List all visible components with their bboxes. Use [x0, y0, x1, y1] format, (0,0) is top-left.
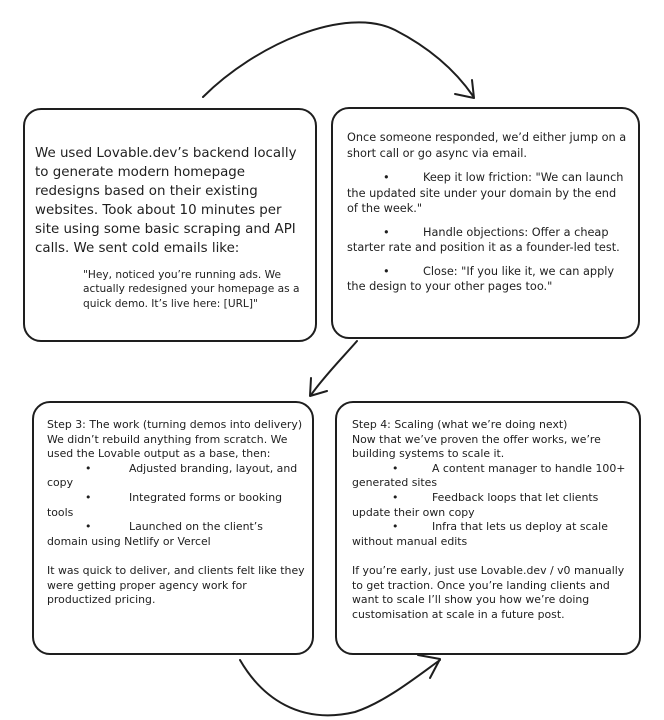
- list-item-text: Launched on the client’s domain using Netlify or Vercel: [47, 520, 263, 548]
- list-item-text: Adjusted branding, layout, and copy: [47, 461, 298, 490]
- list-item: [352, 520, 633, 549]
- spacer: [352, 549, 633, 564]
- list-item: [352, 462, 633, 491]
- arrow-card3-to-card4: [240, 660, 440, 715]
- card-step3: [32, 401, 314, 655]
- list-item-text: Handle objections: Offer a cheap starter rate and position it as a founder-led test.: [347, 225, 620, 254]
- card3-outro: It was quick to deliver, and clients felt like they were getting proper agency work for productized pricing.: [47, 563, 305, 607]
- card-step4: [335, 401, 641, 655]
- card4-intro: Now that we’ve proven the offer works, we’re building systems to scale it.: [352, 432, 601, 461]
- bullet-marker: •: [383, 171, 390, 184]
- list-item: [352, 491, 633, 520]
- bullet-marker: •: [85, 490, 92, 504]
- list-item-text: Integrated forms or booking tools: [47, 490, 283, 519]
- card1-email-quote: "Hey, noticed you’re running ads. We actually redesigned your homepage as a quick demo. It’s live here: [URL]": [83, 269, 300, 310]
- bullet-marker: •: [392, 461, 399, 475]
- list-item-text: A content manager to handle 100+ generated sites: [352, 461, 626, 490]
- arrow-card2-to-card3-head: [310, 378, 327, 396]
- card4-outro: If you’re early, just use Lovable.dev / v0 manually to get traction. Once you’re landing clients and want to scale I’ll show you how we’re doing customisation at scale in a future post.: [352, 563, 625, 621]
- card1-intro: We used Lovable.dev’s backend locally to generate modern homepage redesigns based on their existing websites. Took about 10 minutes per site using some basic scraping and API calls. We sent cold emails like:: [35, 146, 297, 256]
- bullet-marker: •: [383, 225, 390, 239]
- card4-title: Step 4: Scaling (what we’re doing next): [352, 418, 568, 431]
- bullet-marker: •: [392, 490, 399, 504]
- card-outreach: [23, 108, 317, 342]
- bullet-marker: •: [85, 461, 92, 475]
- arrow-card1-to-card2: [203, 22, 473, 97]
- list-item: [347, 170, 630, 217]
- list-item-text: Keep it low friction: "We can launch the updated site under your domain by the end of the week.": [347, 171, 624, 215]
- list-item-text: Infra that lets us deploy at scale without manual edits: [352, 520, 608, 548]
- bullet-marker: •: [383, 264, 390, 278]
- spacer: [47, 549, 306, 564]
- bullet-marker: •: [392, 520, 399, 534]
- card-closing: [331, 107, 640, 339]
- card3-title: Step 3: The work (turning demos into delivery): [47, 418, 303, 431]
- bullet-marker: •: [85, 520, 92, 534]
- card3-intro: We didn’t rebuild anything from scratch. We used the Lovable output as a base, then:: [47, 432, 288, 461]
- list-item: [347, 264, 630, 295]
- list-item: [347, 225, 630, 256]
- arrow-card1-to-card2-head: [455, 80, 474, 98]
- list-item-text: Feedback loops that let clients update their own copy: [352, 490, 599, 519]
- arrow-card3-to-card4-head: [418, 655, 440, 678]
- list-item-text: Close: "If you like it, we can apply the design to your other pages too.": [347, 264, 615, 293]
- list-item: [47, 491, 306, 520]
- arrow-card2-to-card3: [311, 341, 357, 395]
- card2-intro: Once someone responded, we’d either jump on a short call or go async via email.: [347, 131, 627, 160]
- list-item: [47, 462, 306, 491]
- list-item: [47, 520, 306, 549]
